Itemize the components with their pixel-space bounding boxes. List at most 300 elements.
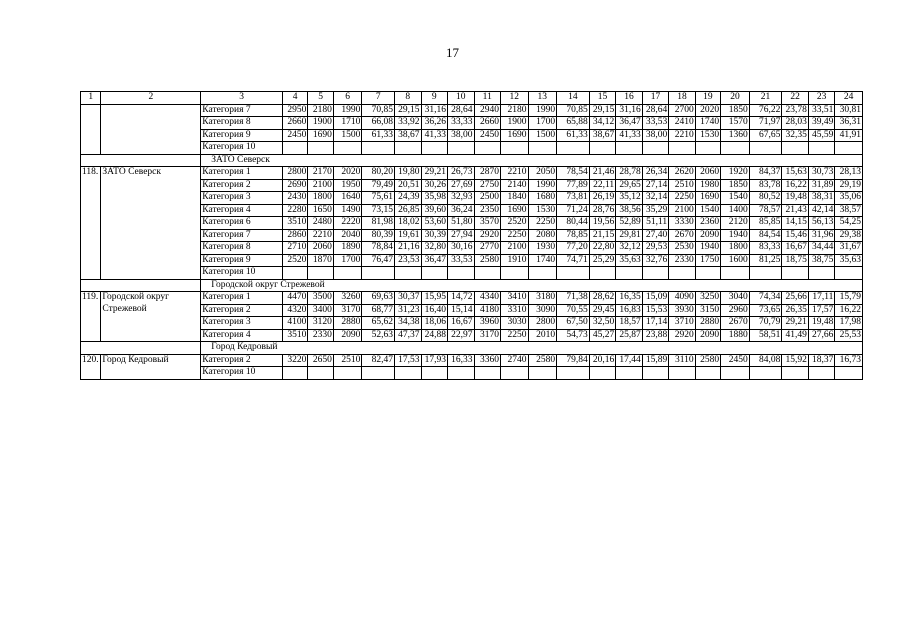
value-cell: 34,12 xyxy=(589,117,616,130)
table-row xyxy=(81,304,863,317)
value-cell: 2450 xyxy=(474,129,501,142)
value-cell: 2250 xyxy=(501,329,529,342)
value-cell: 29,21 xyxy=(421,167,448,180)
table-row xyxy=(81,217,863,230)
value-cell: 2180 xyxy=(308,104,333,117)
row-number xyxy=(81,242,101,255)
value-cell xyxy=(474,142,501,155)
value-cell xyxy=(616,267,643,280)
value-cell: 32,12 xyxy=(616,242,643,255)
value-cell: 15,46 xyxy=(782,229,809,242)
value-cell: 4340 xyxy=(474,292,501,305)
row-number xyxy=(81,104,101,117)
section-empty-cell xyxy=(81,342,201,355)
value-cell xyxy=(808,267,835,280)
category-cell: Категория 7 xyxy=(201,104,283,117)
value-cell: 16,73 xyxy=(835,354,863,367)
header-cell: 15 xyxy=(589,92,616,105)
category-cell: Категория 8 xyxy=(201,242,283,255)
value-cell: 52,63 xyxy=(362,329,395,342)
value-cell: 52,89 xyxy=(616,217,643,230)
value-cell: 2880 xyxy=(333,317,362,330)
data-table xyxy=(80,91,863,380)
value-cell: 28,78 xyxy=(616,167,643,180)
value-cell: 2360 xyxy=(695,217,720,230)
header-cell: 23 xyxy=(808,92,835,105)
value-cell: 45,27 xyxy=(589,329,616,342)
value-cell: 2580 xyxy=(528,354,557,367)
value-cell: 25,53 xyxy=(835,329,863,342)
value-cell: 3170 xyxy=(333,304,362,317)
value-cell: 15,79 xyxy=(835,292,863,305)
value-cell: 2750 xyxy=(474,179,501,192)
value-cell: 2020 xyxy=(695,104,720,117)
value-cell xyxy=(557,142,590,155)
value-cell: 26,19 xyxy=(589,192,616,205)
value-cell: 15,14 xyxy=(448,304,475,317)
section-row xyxy=(81,342,863,355)
value-cell: 16,67 xyxy=(782,242,809,255)
value-cell: 3180 xyxy=(528,292,557,305)
value-cell: 2770 xyxy=(474,242,501,255)
value-cell: 1650 xyxy=(308,204,333,217)
municipality-name xyxy=(101,267,201,280)
value-cell xyxy=(501,367,529,380)
value-cell: 4320 xyxy=(282,304,307,317)
value-cell: 2100 xyxy=(308,179,333,192)
value-cell xyxy=(835,367,863,380)
value-cell: 1930 xyxy=(528,242,557,255)
value-cell: 85,85 xyxy=(749,217,782,230)
value-cell: 29,65 xyxy=(616,179,643,192)
value-cell: 18,37 xyxy=(808,354,835,367)
value-cell: 69,63 xyxy=(362,292,395,305)
value-cell xyxy=(448,267,475,280)
table-row xyxy=(81,229,863,242)
value-cell: 2660 xyxy=(282,117,307,130)
value-cell: 1750 xyxy=(695,254,720,267)
value-cell: 41,33 xyxy=(616,129,643,142)
municipality-name xyxy=(101,142,201,155)
value-cell xyxy=(749,267,782,280)
header-cell: 14 xyxy=(557,92,590,105)
municipality-name xyxy=(101,229,201,242)
value-cell: 29,45 xyxy=(589,304,616,317)
table-row xyxy=(81,179,863,192)
value-cell: 1850 xyxy=(721,104,750,117)
value-cell: 27,40 xyxy=(642,229,669,242)
value-cell: 14,15 xyxy=(782,217,809,230)
value-cell: 2450 xyxy=(721,354,750,367)
value-cell xyxy=(282,367,307,380)
value-cell: 71,38 xyxy=(557,292,590,305)
value-cell: 2010 xyxy=(528,329,557,342)
value-cell: 70,79 xyxy=(749,317,782,330)
value-cell xyxy=(721,142,750,155)
value-cell: 35,12 xyxy=(616,192,643,205)
value-cell: 65,62 xyxy=(362,317,395,330)
page-number: 17 xyxy=(446,45,459,60)
value-cell: 33,33 xyxy=(448,117,475,130)
value-cell: 2700 xyxy=(669,104,696,117)
value-cell: 2090 xyxy=(695,229,720,242)
value-cell: 2350 xyxy=(474,204,501,217)
value-cell: 1490 xyxy=(333,204,362,217)
value-cell: 83,78 xyxy=(749,179,782,192)
section-title: ЗАТО Северск xyxy=(201,154,863,167)
value-cell xyxy=(421,142,448,155)
value-cell: 61,33 xyxy=(557,129,590,142)
value-cell: 39,49 xyxy=(808,117,835,130)
value-cell: 2050 xyxy=(528,167,557,180)
header-cell: 12 xyxy=(501,92,529,105)
header-cell: 2 xyxy=(101,92,201,105)
category-cell: Категория 7 xyxy=(201,229,283,242)
category-cell: Категория 10 xyxy=(201,367,283,380)
row-number xyxy=(81,179,101,192)
value-cell: 31,67 xyxy=(835,242,863,255)
value-cell: 78,85 xyxy=(557,229,590,242)
value-cell: 29,21 xyxy=(782,317,809,330)
value-cell: 1740 xyxy=(695,117,720,130)
row-number xyxy=(81,267,101,280)
section-row xyxy=(81,154,863,167)
value-cell: 3250 xyxy=(695,292,720,305)
value-cell: 17,98 xyxy=(835,317,863,330)
row-number xyxy=(81,229,101,242)
value-cell xyxy=(333,142,362,155)
value-cell: 31,96 xyxy=(808,229,835,242)
value-cell: 2090 xyxy=(333,329,362,342)
value-cell: 36,47 xyxy=(421,254,448,267)
header-cell: 13 xyxy=(528,92,557,105)
value-cell: 2950 xyxy=(282,104,307,117)
value-cell: 41,33 xyxy=(421,129,448,142)
value-cell: 79,84 xyxy=(557,354,590,367)
value-cell: 16,83 xyxy=(616,304,643,317)
value-cell: 39,60 xyxy=(421,204,448,217)
value-cell: 3110 xyxy=(669,354,696,367)
value-cell: 1690 xyxy=(501,204,529,217)
value-cell: 73,65 xyxy=(749,304,782,317)
value-cell xyxy=(474,367,501,380)
value-cell: 2250 xyxy=(501,229,529,242)
value-cell: 2870 xyxy=(474,167,501,180)
municipality-name xyxy=(101,129,201,142)
table-row xyxy=(81,204,863,217)
value-cell: 18,75 xyxy=(782,254,809,267)
value-cell: 1690 xyxy=(308,129,333,142)
value-cell: 27,14 xyxy=(642,179,669,192)
category-cell: Категория 10 xyxy=(201,267,283,280)
category-cell: Категория 1 xyxy=(201,292,283,305)
value-cell xyxy=(557,267,590,280)
value-cell xyxy=(589,267,616,280)
value-cell: 1400 xyxy=(721,204,750,217)
row-number xyxy=(81,304,101,317)
value-cell: 35,29 xyxy=(642,204,669,217)
value-cell: 29,15 xyxy=(589,104,616,117)
value-cell: 3570 xyxy=(474,217,501,230)
value-cell: 2500 xyxy=(474,192,501,205)
value-cell: 54,25 xyxy=(835,217,863,230)
table-row xyxy=(81,367,863,380)
value-cell: 42,14 xyxy=(808,204,835,217)
value-cell: 68,77 xyxy=(362,304,395,317)
header-cell: 22 xyxy=(782,92,809,105)
value-cell: 22,97 xyxy=(448,329,475,342)
row-number: 118. xyxy=(81,167,101,180)
value-cell: 2220 xyxy=(333,217,362,230)
value-cell: 38,56 xyxy=(616,204,643,217)
value-cell: 73,15 xyxy=(362,204,395,217)
value-cell xyxy=(501,142,529,155)
value-cell xyxy=(749,367,782,380)
value-cell: 22,11 xyxy=(589,179,616,192)
value-cell: 1500 xyxy=(333,129,362,142)
value-cell: 2430 xyxy=(282,192,307,205)
value-cell: 51,11 xyxy=(642,217,669,230)
value-cell: 29,19 xyxy=(835,179,863,192)
value-cell xyxy=(808,367,835,380)
value-cell: 2520 xyxy=(501,217,529,230)
value-cell: 3510 xyxy=(282,217,307,230)
value-cell: 15,95 xyxy=(421,292,448,305)
value-cell: 28,64 xyxy=(642,104,669,117)
value-cell: 3150 xyxy=(695,304,720,317)
value-cell: 3090 xyxy=(528,304,557,317)
value-cell: 3960 xyxy=(474,317,501,330)
value-cell xyxy=(308,367,333,380)
value-cell xyxy=(308,267,333,280)
value-cell: 28,13 xyxy=(835,167,863,180)
value-cell: 32,76 xyxy=(642,254,669,267)
value-cell: 29,53 xyxy=(642,242,669,255)
value-cell: 41,91 xyxy=(835,129,863,142)
value-cell: 23,78 xyxy=(782,104,809,117)
value-cell: 45,59 xyxy=(808,129,835,142)
municipality-name xyxy=(101,179,201,192)
value-cell: 2860 xyxy=(282,229,307,242)
value-cell: 3360 xyxy=(474,354,501,367)
value-cell: 1910 xyxy=(501,254,529,267)
value-cell: 30,73 xyxy=(808,167,835,180)
value-cell: 1920 xyxy=(721,167,750,180)
value-cell xyxy=(395,367,422,380)
table-row xyxy=(81,167,863,180)
section-title: Городской округ Стрежевой xyxy=(201,279,863,292)
value-cell xyxy=(395,142,422,155)
value-cell: 80,20 xyxy=(362,167,395,180)
value-cell: 38,57 xyxy=(835,204,863,217)
value-cell: 27,94 xyxy=(448,229,475,242)
value-cell: 3330 xyxy=(669,217,696,230)
value-cell xyxy=(395,267,422,280)
value-cell: 81,25 xyxy=(749,254,782,267)
value-cell: 2580 xyxy=(695,354,720,367)
value-cell: 32,80 xyxy=(421,242,448,255)
value-cell: 2510 xyxy=(333,354,362,367)
value-cell: 18,57 xyxy=(616,317,643,330)
value-cell: 28,03 xyxy=(782,117,809,130)
table-row xyxy=(81,117,863,130)
value-cell: 74,71 xyxy=(557,254,590,267)
value-cell: 2960 xyxy=(721,304,750,317)
value-cell: 30,81 xyxy=(835,104,863,117)
value-cell: 19,48 xyxy=(782,192,809,205)
value-cell xyxy=(333,267,362,280)
value-cell xyxy=(695,367,720,380)
value-cell: 1890 xyxy=(333,242,362,255)
value-cell: 31,89 xyxy=(808,179,835,192)
value-cell: 1990 xyxy=(333,104,362,117)
value-cell: 2520 xyxy=(282,254,307,267)
value-cell xyxy=(695,142,720,155)
value-cell: 3220 xyxy=(282,354,307,367)
header-cell: 21 xyxy=(749,92,782,105)
value-cell: 23,53 xyxy=(395,254,422,267)
value-cell: 76,47 xyxy=(362,254,395,267)
value-cell: 26,85 xyxy=(395,204,422,217)
value-cell: 31,16 xyxy=(616,104,643,117)
value-cell: 4470 xyxy=(282,292,307,305)
header-cell: 3 xyxy=(201,92,283,105)
value-cell: 38,67 xyxy=(589,129,616,142)
row-number xyxy=(81,217,101,230)
value-cell: 70,85 xyxy=(362,104,395,117)
value-cell: 2210 xyxy=(501,167,529,180)
value-cell xyxy=(528,267,557,280)
value-cell: 2180 xyxy=(501,104,529,117)
table-row xyxy=(81,329,863,342)
value-cell xyxy=(695,267,720,280)
table-row xyxy=(81,317,863,330)
value-cell xyxy=(448,367,475,380)
municipality-name xyxy=(101,117,201,130)
value-cell: 1570 xyxy=(721,117,750,130)
value-cell: 2650 xyxy=(308,354,333,367)
value-cell: 2710 xyxy=(282,242,307,255)
value-cell: 81,98 xyxy=(362,217,395,230)
value-cell: 1540 xyxy=(695,204,720,217)
value-cell: 71,24 xyxy=(557,204,590,217)
value-cell: 2880 xyxy=(695,317,720,330)
value-cell: 16,33 xyxy=(448,354,475,367)
value-cell: 80,44 xyxy=(557,217,590,230)
value-cell: 2940 xyxy=(474,104,501,117)
value-cell: 70,55 xyxy=(557,304,590,317)
table-row xyxy=(81,192,863,205)
value-cell: 84,37 xyxy=(749,167,782,180)
value-cell: 2530 xyxy=(669,242,696,255)
value-cell: 25,66 xyxy=(782,292,809,305)
value-cell xyxy=(362,267,395,280)
value-cell: 2800 xyxy=(282,167,307,180)
header-cell: 5 xyxy=(308,92,333,105)
value-cell: 36,47 xyxy=(616,117,643,130)
header-cell: 24 xyxy=(835,92,863,105)
value-cell: 27,69 xyxy=(448,179,475,192)
value-cell xyxy=(528,367,557,380)
value-cell xyxy=(642,367,669,380)
value-cell xyxy=(835,142,863,155)
value-cell: 18,02 xyxy=(395,217,422,230)
category-cell: Категория 4 xyxy=(201,204,283,217)
value-cell: 27,66 xyxy=(808,329,835,342)
value-cell: 30,16 xyxy=(448,242,475,255)
value-cell: 16,40 xyxy=(421,304,448,317)
value-cell: 2100 xyxy=(669,204,696,217)
value-cell xyxy=(782,367,809,380)
value-cell: 15,63 xyxy=(782,167,809,180)
value-cell xyxy=(421,367,448,380)
municipality-name: Город Кедровый xyxy=(101,354,201,367)
value-cell: 16,35 xyxy=(616,292,643,305)
header-cell: 8 xyxy=(395,92,422,105)
row-number xyxy=(81,142,101,155)
municipality-name xyxy=(101,242,201,255)
value-cell xyxy=(616,142,643,155)
value-cell: 84,54 xyxy=(749,229,782,242)
value-cell: 2410 xyxy=(669,117,696,130)
value-cell: 26,73 xyxy=(448,167,475,180)
value-cell: 26,35 xyxy=(782,304,809,317)
value-cell: 38,67 xyxy=(395,129,422,142)
value-cell xyxy=(528,142,557,155)
header-cell: 10 xyxy=(448,92,475,105)
header-cell: 18 xyxy=(669,92,696,105)
municipality-name: Стрежевой xyxy=(101,304,201,317)
value-cell: 2140 xyxy=(501,179,529,192)
value-cell: 21,43 xyxy=(782,204,809,217)
value-cell xyxy=(362,367,395,380)
category-cell: Категория 8 xyxy=(201,117,283,130)
value-cell: 21,15 xyxy=(589,229,616,242)
value-cell: 2670 xyxy=(721,317,750,330)
value-cell: 78,57 xyxy=(749,204,782,217)
value-cell: 1710 xyxy=(333,117,362,130)
value-cell: 22,80 xyxy=(589,242,616,255)
value-cell xyxy=(282,267,307,280)
value-cell xyxy=(589,367,616,380)
table-row xyxy=(81,104,863,117)
value-cell xyxy=(362,142,395,155)
value-cell xyxy=(782,142,809,155)
value-cell: 34,44 xyxy=(808,242,835,255)
value-cell: 80,52 xyxy=(749,192,782,205)
value-cell: 1900 xyxy=(501,117,529,130)
value-cell: 3030 xyxy=(501,317,529,330)
category-cell: Категория 2 xyxy=(201,354,283,367)
value-cell: 78,54 xyxy=(557,167,590,180)
value-cell: 2090 xyxy=(695,329,720,342)
value-cell: 33,53 xyxy=(448,254,475,267)
value-cell xyxy=(669,267,696,280)
value-cell: 1740 xyxy=(528,254,557,267)
value-cell: 38,75 xyxy=(808,254,835,267)
value-cell: 2690 xyxy=(282,179,307,192)
value-cell: 2080 xyxy=(528,229,557,242)
value-cell: 16,67 xyxy=(448,317,475,330)
value-cell: 3410 xyxy=(501,292,529,305)
value-cell: 19,56 xyxy=(589,217,616,230)
value-cell: 2920 xyxy=(474,229,501,242)
value-cell: 82,47 xyxy=(362,354,395,367)
header-cell: 1 xyxy=(81,92,101,105)
value-cell: 15,53 xyxy=(642,304,669,317)
value-cell: 71,97 xyxy=(749,117,782,130)
value-cell: 1800 xyxy=(308,192,333,205)
